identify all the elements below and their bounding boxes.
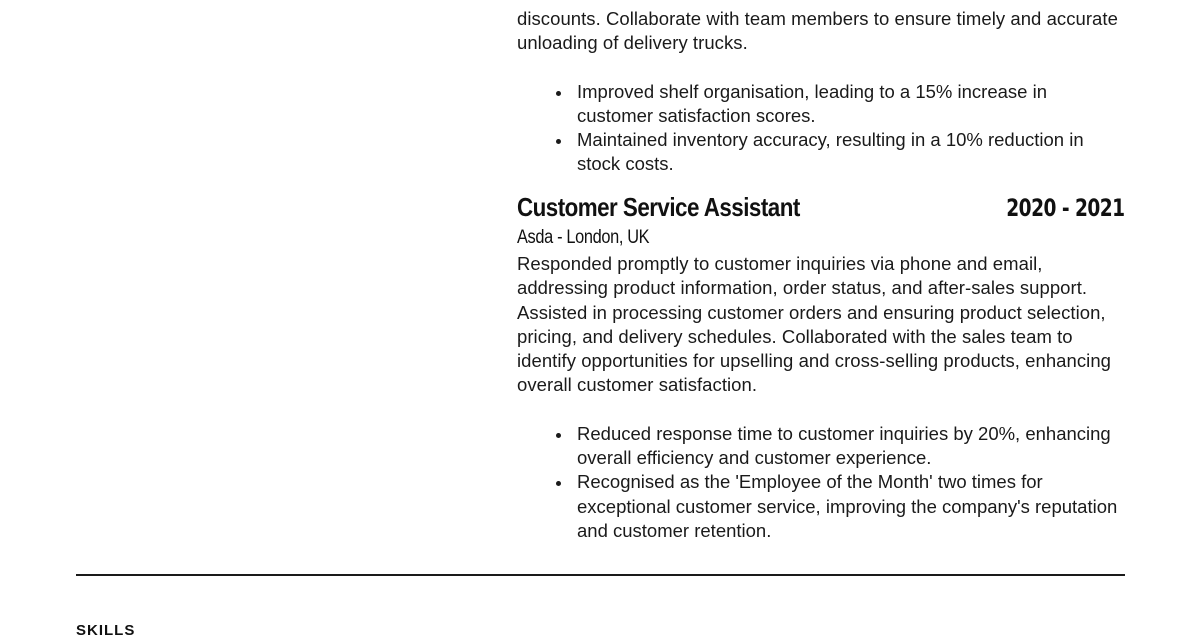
job-dates: 2020 - 2021 (1006, 194, 1125, 222)
skills-heading: SKILLS (76, 622, 136, 639)
previous-job-description-line: unloading of delivery trucks. (517, 32, 748, 54)
previous-job-section (517, 0, 1125, 177)
bullet-icon (556, 433, 561, 438)
previous-job-achievements (517, 80, 1125, 177)
achievement-item: Recognised as the 'Employee of the Month' two times for exceptional customer service, improving the company's reputation and customer retention. (517, 470, 1125, 543)
job-title: Customer Service Assistant (517, 192, 800, 222)
bullet-icon (556, 481, 561, 486)
job-achievements (517, 422, 1125, 543)
bullet-icon (556, 91, 561, 96)
job-company: Asda - London, UK (517, 227, 650, 248)
previous-job-description (517, 0, 1125, 7)
previous-job-description-line: discounts. Collaborate with team members to ensure timely and accurate (517, 8, 1118, 29)
bullet-icon (556, 139, 561, 144)
achievement-item: Reduced response time to customer inquiries by 20%, enhancing overall efficiency and customer experience. (517, 422, 1125, 471)
job-header (517, 192, 1125, 223)
achievement-item: Maintained inventory accuracy, resulting in a 10% reduction in stock costs. (517, 128, 1125, 177)
section-divider (76, 574, 1125, 576)
achievement-item: Improved shelf organisation, leading to a 15% increase in customer satisfaction scores. (517, 80, 1125, 129)
job-description: Responded promptly to customer inquiries via phone and email, addressing product information, order status, and after-sales support. Assisted in processing customer orders and ensuring product selection, pricing, and delivery schedules. Collaborated with the sales team to identify opportunities for upselling and cross-selling products, enhancing overall customer satisfaction. (517, 253, 1111, 396)
job-section (517, 192, 1125, 543)
